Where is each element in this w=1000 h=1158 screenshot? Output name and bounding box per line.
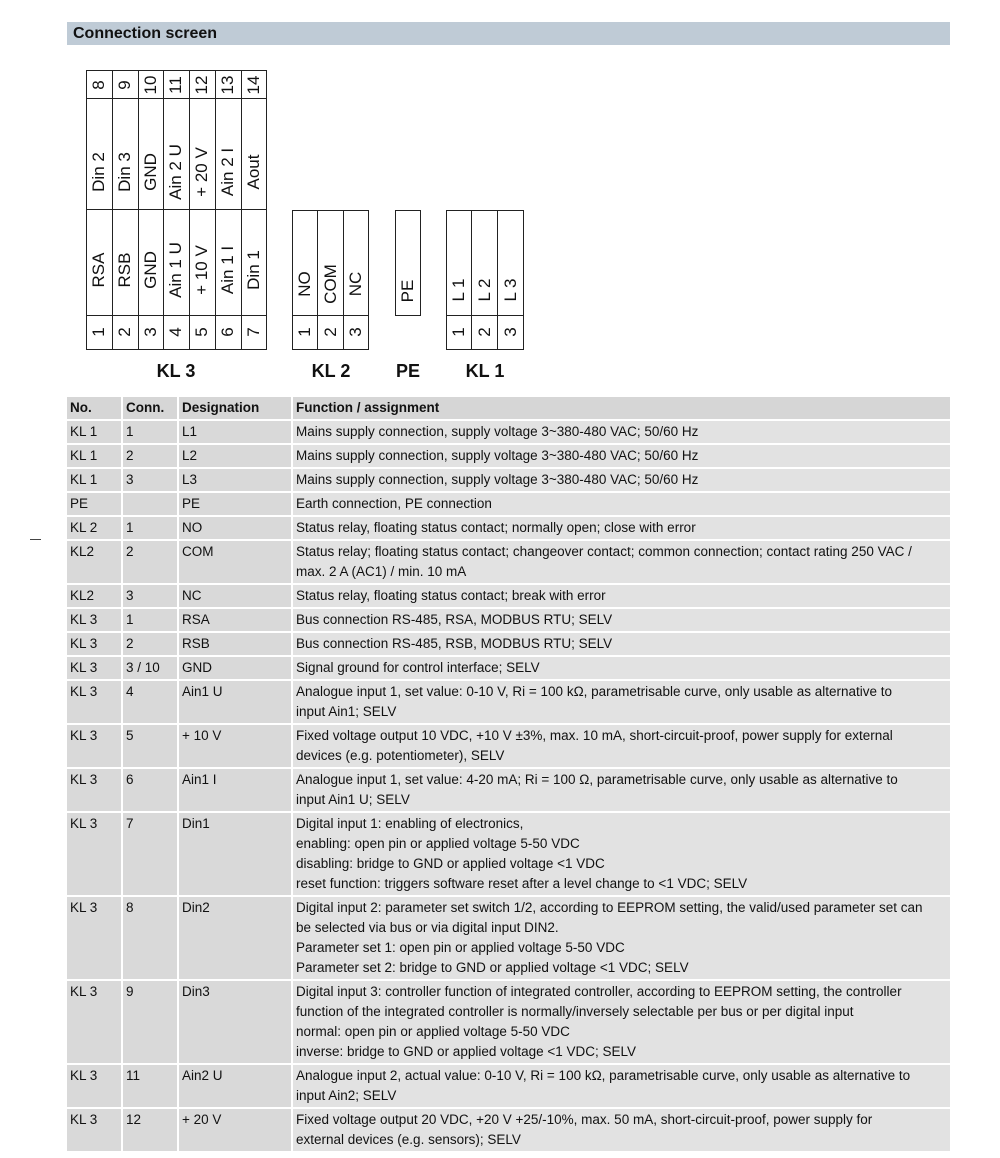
- function-line: disabling: bridge to GND or applied voltage <1 VDC: [296, 856, 605, 871]
- cell-conn: 3: [123, 469, 179, 493]
- function-line: input Ain2; SELV: [296, 1088, 397, 1103]
- cell-no: KL 3: [67, 813, 123, 897]
- cell-no: KL 3: [67, 1109, 123, 1153]
- function-line: Analogue input 2, actual value: 0-10 V, Ri = 100 kΩ, parametrisable curve, only usable as alternative to: [296, 1068, 911, 1083]
- cell-no: KL 3: [67, 609, 123, 633]
- cell-function: [293, 517, 950, 541]
- cell-conn: 11: [123, 1065, 179, 1109]
- function-line: reset function: triggers software reset after a level change to <1 VDC; SELV: [296, 876, 748, 891]
- column-header-no: No.: [67, 397, 123, 421]
- kl3-top-terminal-number: 10: [141, 75, 160, 95]
- function-line: enabling: open pin or applied voltage 5-50 VDC: [296, 836, 580, 851]
- cell-conn: 4: [123, 681, 179, 725]
- cell-function: [293, 1109, 950, 1153]
- cell-conn: 3: [123, 585, 179, 609]
- kl1-terminal-number: 2: [475, 327, 494, 337]
- function-line: Digital input 3: controller function of integrated controller, according to EEPROM setting, the controller: [296, 984, 902, 999]
- kl3-bottom-terminal-number: 5: [192, 327, 211, 337]
- table-row: [67, 469, 950, 493]
- cell-conn: [123, 493, 179, 517]
- cell-function: [293, 813, 950, 897]
- cell-designation: GND: [179, 657, 293, 681]
- kl3-bottom-terminal-number: 4: [166, 327, 185, 337]
- cell-function: [293, 445, 950, 469]
- cell-designation: COM: [179, 541, 293, 585]
- table-row: [67, 813, 950, 897]
- function-line: max. 2 A (AC1) / min. 10 mA: [296, 564, 467, 579]
- table-row: [67, 517, 950, 541]
- cell-conn: 7: [123, 813, 179, 897]
- cell-designation: L3: [179, 469, 293, 493]
- column-header-designation: Designation: [179, 397, 293, 421]
- kl3-top-terminal-label: Ain 2 U: [166, 144, 185, 200]
- kl3-bottom-terminal-label: RSB: [115, 252, 134, 288]
- cell-conn: 2: [123, 445, 179, 469]
- cell-function: [293, 493, 950, 517]
- function-line: devices (e.g. potentiometer), SELV: [296, 748, 505, 763]
- kl3-top-terminal-label: + 20 V: [192, 147, 211, 197]
- pe-terminal-label: PE: [398, 279, 417, 303]
- cell-no: KL 1: [67, 445, 123, 469]
- cell-function: [293, 541, 950, 585]
- cell-designation: Din2: [179, 897, 293, 981]
- kl3-top-terminal-label: Ain 2 I: [218, 147, 237, 197]
- function-line: external devices (e.g. sensors); SELV: [296, 1132, 521, 1147]
- cell-no: KL 3: [67, 897, 123, 981]
- cell-conn: 1: [123, 421, 179, 445]
- cell-designation: Ain1 I: [179, 769, 293, 813]
- function-line: Mains supply connection, supply voltage 3~380-480 VAC; 50/60 Hz: [296, 448, 699, 463]
- kl3-label: KL 3: [156, 361, 196, 381]
- cell-designation: Din1: [179, 813, 293, 897]
- table-row: [67, 421, 950, 445]
- function-line: Signal ground for control interface; SELV: [296, 660, 540, 675]
- kl2-terminal-label: COM: [321, 264, 340, 304]
- cell-designation: Ain1 U: [179, 681, 293, 725]
- table-row: [67, 657, 950, 681]
- function-line: Digital input 2: parameter set switch 1/2, according to EEPROM setting, the valid/used parameter set can: [296, 900, 923, 915]
- cell-designation: RSA: [179, 609, 293, 633]
- cell-designation: NO: [179, 517, 293, 541]
- function-line: inverse: bridge to GND or applied voltage <1 VDC; SELV: [296, 1044, 637, 1059]
- cell-no: KL2: [67, 585, 123, 609]
- kl1-terminal-label: L 3: [501, 278, 520, 302]
- table-row: [67, 897, 950, 981]
- cell-no: KL 1: [67, 421, 123, 445]
- kl3-bottom-terminal-label: Din 1: [244, 250, 263, 290]
- cell-no: KL 3: [67, 681, 123, 725]
- cell-function: [293, 981, 950, 1065]
- cell-no: PE: [67, 493, 123, 517]
- function-line: Analogue input 1, set value: 4-20 mA; Ri = 100 Ω, parametrisable curve, only usable as alternative to: [296, 772, 898, 787]
- function-line: Parameter set 2: bridge to GND or applied voltage <1 VDC; SELV: [296, 960, 689, 975]
- table-row: [67, 609, 950, 633]
- table-row: [67, 445, 950, 469]
- cell-designation: NC: [179, 585, 293, 609]
- kl1-label: KL 1: [465, 361, 505, 381]
- kl2-terminal-number: 3: [346, 327, 365, 337]
- cell-conn: 1: [123, 609, 179, 633]
- cell-function: [293, 681, 950, 725]
- kl3-bottom-terminal-label: Ain 1 I: [218, 245, 237, 295]
- cell-no: KL 3: [67, 981, 123, 1065]
- cell-designation: L2: [179, 445, 293, 469]
- function-line: Mains supply connection, supply voltage 3~380-480 VAC; 50/60 Hz: [296, 472, 699, 487]
- function-line: Digital input 1: enabling of electronics,: [296, 816, 524, 831]
- cell-conn: 9: [123, 981, 179, 1065]
- pe-label: PE: [395, 361, 421, 381]
- function-line: normal: open pin or applied voltage 5-50 VDC: [296, 1024, 570, 1039]
- kl3-bottom-terminal-label: GND: [141, 251, 160, 289]
- table-row: [67, 1109, 950, 1153]
- cell-function: [293, 633, 950, 657]
- function-line: Analogue input 1, set value: 0-10 V, Ri = 100 kΩ, parametrisable curve, only usable as alternative to: [296, 684, 893, 699]
- function-line: Bus connection RS-485, RSA, MODBUS RTU; SELV: [296, 612, 613, 627]
- cell-function: [293, 725, 950, 769]
- kl3-top-terminal-label: Din 2: [89, 152, 108, 192]
- function-line: Fixed voltage output 10 VDC, +10 V ±3%, max. 10 mA, short-circuit-proof, power supply for external: [296, 728, 893, 743]
- cell-conn: 6: [123, 769, 179, 813]
- section-title: Connection screen: [67, 22, 950, 45]
- cell-function: [293, 897, 950, 981]
- kl3-bottom-terminal-number: 1: [89, 327, 108, 337]
- cell-function: [293, 585, 950, 609]
- cell-conn: 12: [123, 1109, 179, 1153]
- table-row: [67, 493, 950, 517]
- cell-conn: 2: [123, 541, 179, 585]
- function-line: Bus connection RS-485, RSB, MODBUS RTU; SELV: [296, 636, 613, 651]
- kl3-bottom-terminal-number: 7: [244, 327, 263, 337]
- function-line: Status relay, floating status contact; break with error: [296, 588, 606, 603]
- cell-designation: Ain2 U: [179, 1065, 293, 1109]
- function-line: Fixed voltage output 20 VDC, +20 V +25/-10%, max. 50 mA, short-circuit-proof, power supply for: [296, 1112, 873, 1127]
- function-line: be selected via bus or via digital input DIN2.: [296, 920, 559, 935]
- table-row: [67, 585, 950, 609]
- function-line: Earth connection, PE connection: [296, 496, 492, 511]
- kl3-top-terminal-number: 14: [244, 75, 263, 95]
- cell-no: KL 3: [67, 1065, 123, 1109]
- cell-designation: L1: [179, 421, 293, 445]
- cell-conn: 2: [123, 633, 179, 657]
- cell-conn: 8: [123, 897, 179, 981]
- kl3-bottom-terminal-label: Ain 1 U: [166, 242, 185, 298]
- kl3-top-terminal-label: GND: [141, 153, 160, 191]
- table-row: [67, 681, 950, 725]
- kl3-top-terminal-number: 13: [218, 75, 237, 95]
- cell-function: [293, 421, 950, 445]
- cell-function: [293, 609, 950, 633]
- cell-function: [293, 1065, 950, 1109]
- function-line: Status relay; floating status contact; changeover contact; common connection; contact rating 250 VAC /: [296, 544, 912, 559]
- cell-conn: 3 / 10: [123, 657, 179, 681]
- kl1-terminal-number: 3: [501, 327, 520, 337]
- cell-designation: PE: [179, 493, 293, 517]
- table-header-row: [67, 397, 950, 421]
- cell-designation: Din3: [179, 981, 293, 1065]
- kl1-terminal-label: L 1: [449, 278, 468, 302]
- function-line: input Ain1; SELV: [296, 704, 397, 719]
- kl3-bottom-terminal-number: 6: [218, 327, 237, 337]
- cell-no: KL 3: [67, 657, 123, 681]
- kl3-bottom-terminal-label: RSA: [89, 252, 108, 288]
- kl3-top-terminal-number: 8: [89, 80, 108, 90]
- cell-no: KL 2: [67, 517, 123, 541]
- cell-conn: 5: [123, 725, 179, 769]
- kl3-bottom-terminal-number: 2: [115, 327, 134, 337]
- kl1-terminal-number: 1: [449, 327, 468, 337]
- table-row: [67, 633, 950, 657]
- kl3-top-terminal-label: Aout: [244, 154, 263, 190]
- table-row: [67, 981, 950, 1065]
- margin-mark: [30, 539, 41, 540]
- cell-designation: + 20 V: [179, 1109, 293, 1153]
- function-line: Status relay, floating status contact; normally open; close with error: [296, 520, 696, 535]
- connection-table: [67, 397, 950, 1153]
- cell-no: KL 3: [67, 633, 123, 657]
- kl3-outline: [86, 70, 267, 350]
- kl3-bottom-terminal-number: 3: [141, 327, 160, 337]
- cell-function: [293, 469, 950, 493]
- kl2-terminal-label: NC: [346, 271, 365, 297]
- cell-no: KL 3: [67, 725, 123, 769]
- kl1-terminal-label: L 2: [475, 278, 494, 302]
- function-line: function of the integrated controller is normally/inversely selectable per bus or per digital input: [296, 1004, 854, 1019]
- terminal-block-kl3: [86, 70, 267, 350]
- cell-conn: 1: [123, 517, 179, 541]
- table-row: [67, 725, 950, 769]
- kl2-terminal-number: 1: [295, 327, 314, 337]
- cell-designation: + 10 V: [179, 725, 293, 769]
- cell-no: KL 1: [67, 469, 123, 493]
- cell-function: [293, 657, 950, 681]
- kl2-terminal-number: 2: [321, 327, 340, 337]
- kl2-terminal-label: NO: [295, 271, 314, 297]
- cell-designation: RSB: [179, 633, 293, 657]
- function-line: Parameter set 1: open pin or applied voltage 5-50 VDC: [296, 940, 625, 955]
- cell-no: KL2: [67, 541, 123, 585]
- cell-no: KL 3: [67, 769, 123, 813]
- table-row: [67, 1065, 950, 1109]
- column-header-function: Function / assignment: [293, 397, 950, 421]
- function-line: Mains supply connection, supply voltage 3~380-480 VAC; 50/60 Hz: [296, 424, 699, 439]
- cell-function: [293, 769, 950, 813]
- column-header-conn: Conn.: [123, 397, 179, 421]
- table-row: [67, 769, 950, 813]
- kl3-top-terminal-number: 12: [192, 75, 211, 95]
- kl3-top-terminal-label: Din 3: [115, 152, 134, 192]
- kl2-label: KL 2: [311, 361, 351, 381]
- function-line: input Ain1 U; SELV: [296, 792, 410, 807]
- kl3-top-terminal-number: 11: [166, 76, 185, 94]
- kl3-top-terminal-number: 9: [115, 80, 134, 90]
- table-row: [67, 541, 950, 585]
- kl3-bottom-terminal-label: + 10 V: [192, 245, 211, 295]
